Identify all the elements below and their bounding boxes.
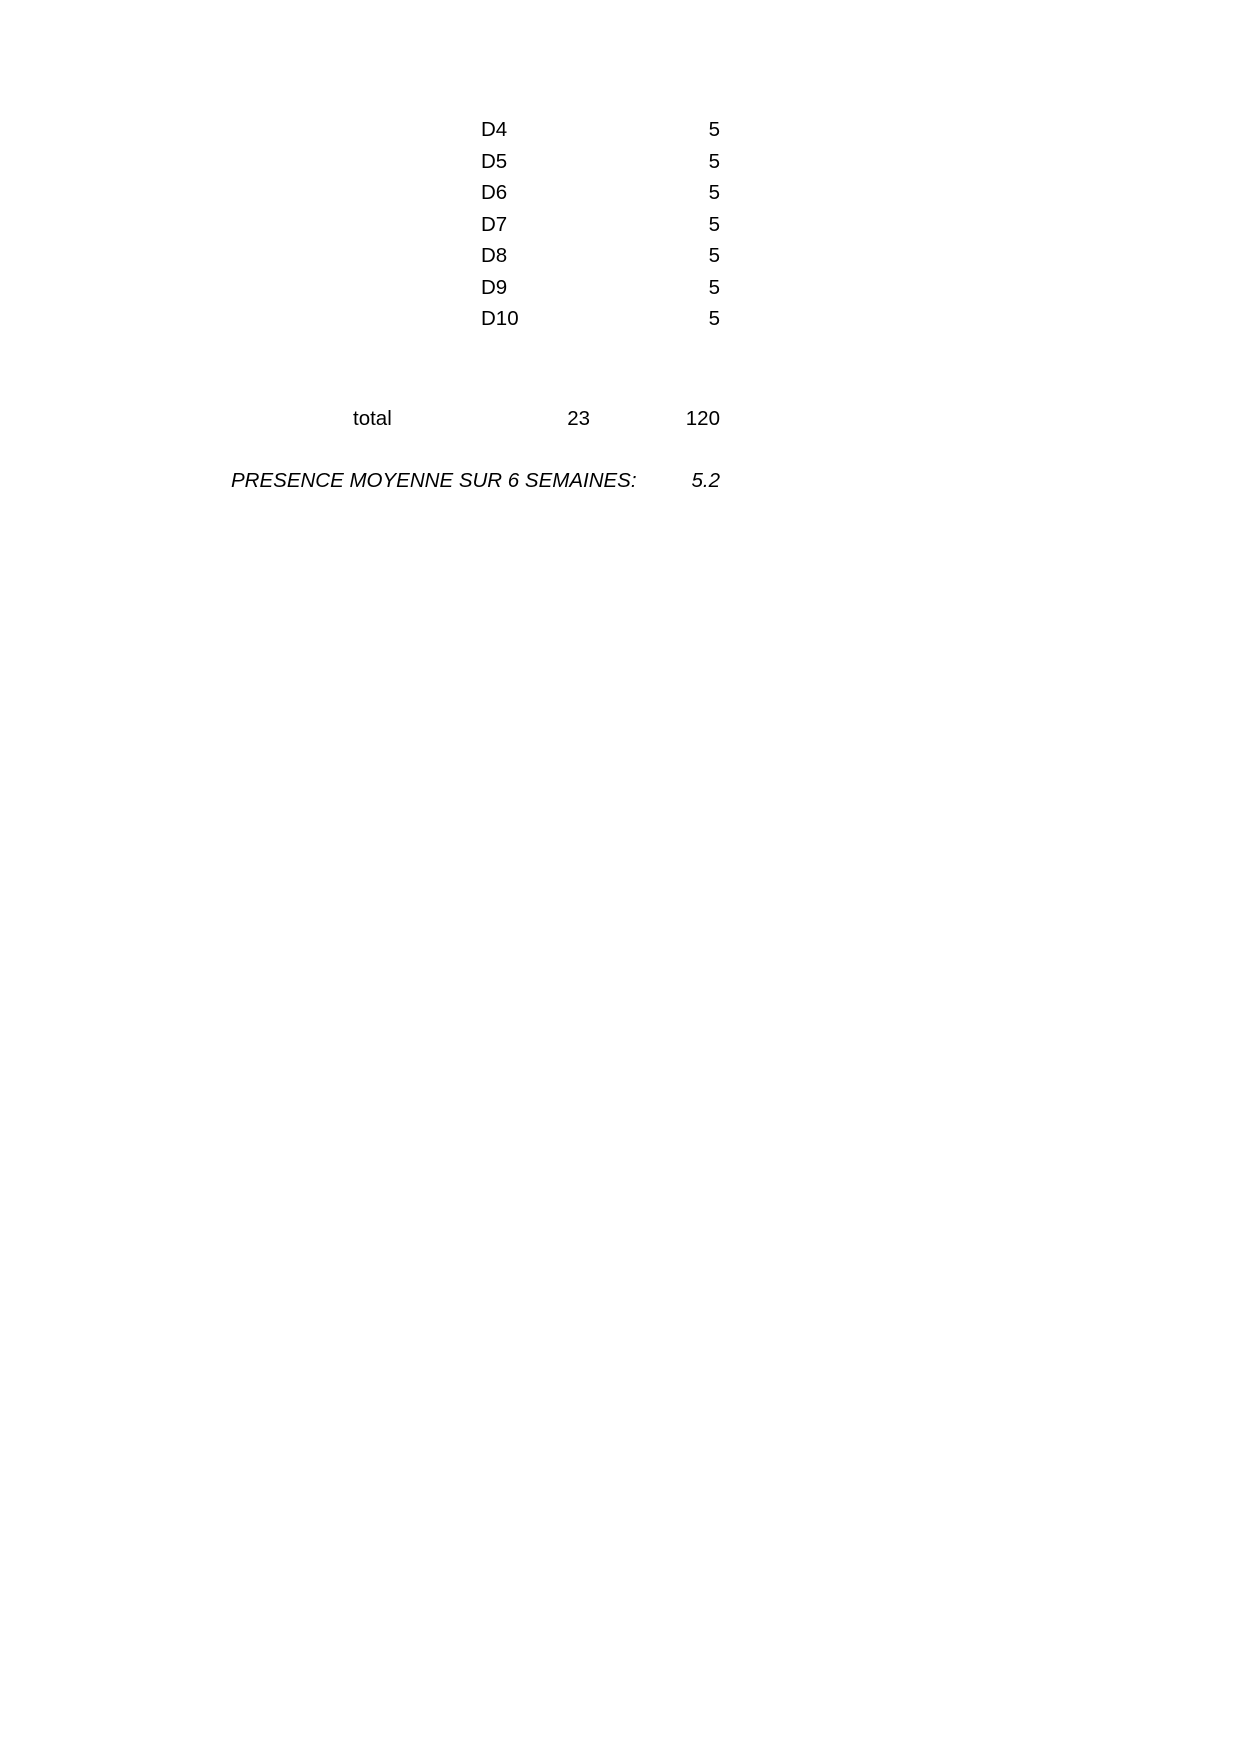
- summary-label: PRESENCE MOYENNE SUR 6 SEMAINES:: [231, 469, 637, 492]
- row-label: D7: [481, 212, 508, 236]
- table-row: [0, 177, 1241, 209]
- table-row: [0, 272, 1241, 304]
- row-value: 5: [708, 212, 720, 236]
- table-row: [0, 146, 1241, 178]
- total-middle-value: 23: [567, 407, 590, 430]
- summary-row: [0, 466, 1241, 496]
- row-value: 5: [708, 307, 720, 330]
- row-value: 5: [708, 244, 720, 267]
- table-row: [0, 303, 1241, 335]
- table-row: [0, 114, 1241, 146]
- row-value: 5: [708, 181, 720, 204]
- row-value: 5: [708, 149, 720, 173]
- row-label: D5: [481, 149, 508, 173]
- total-label: total: [353, 407, 392, 430]
- table-row: [0, 240, 1241, 272]
- row-value: 5: [708, 275, 720, 299]
- total-right-value: 120: [685, 407, 720, 430]
- row-value: 5: [708, 118, 720, 141]
- row-label: D8: [481, 244, 508, 267]
- row-label: D6: [481, 181, 508, 204]
- summary-value: 5.2: [691, 469, 720, 492]
- total-row: [0, 404, 1241, 434]
- row-label: D9: [481, 275, 508, 299]
- row-label: D10: [481, 307, 519, 330]
- row-label: D4: [481, 118, 508, 141]
- attendance-rows: [0, 114, 1241, 335]
- table-row: [0, 209, 1241, 241]
